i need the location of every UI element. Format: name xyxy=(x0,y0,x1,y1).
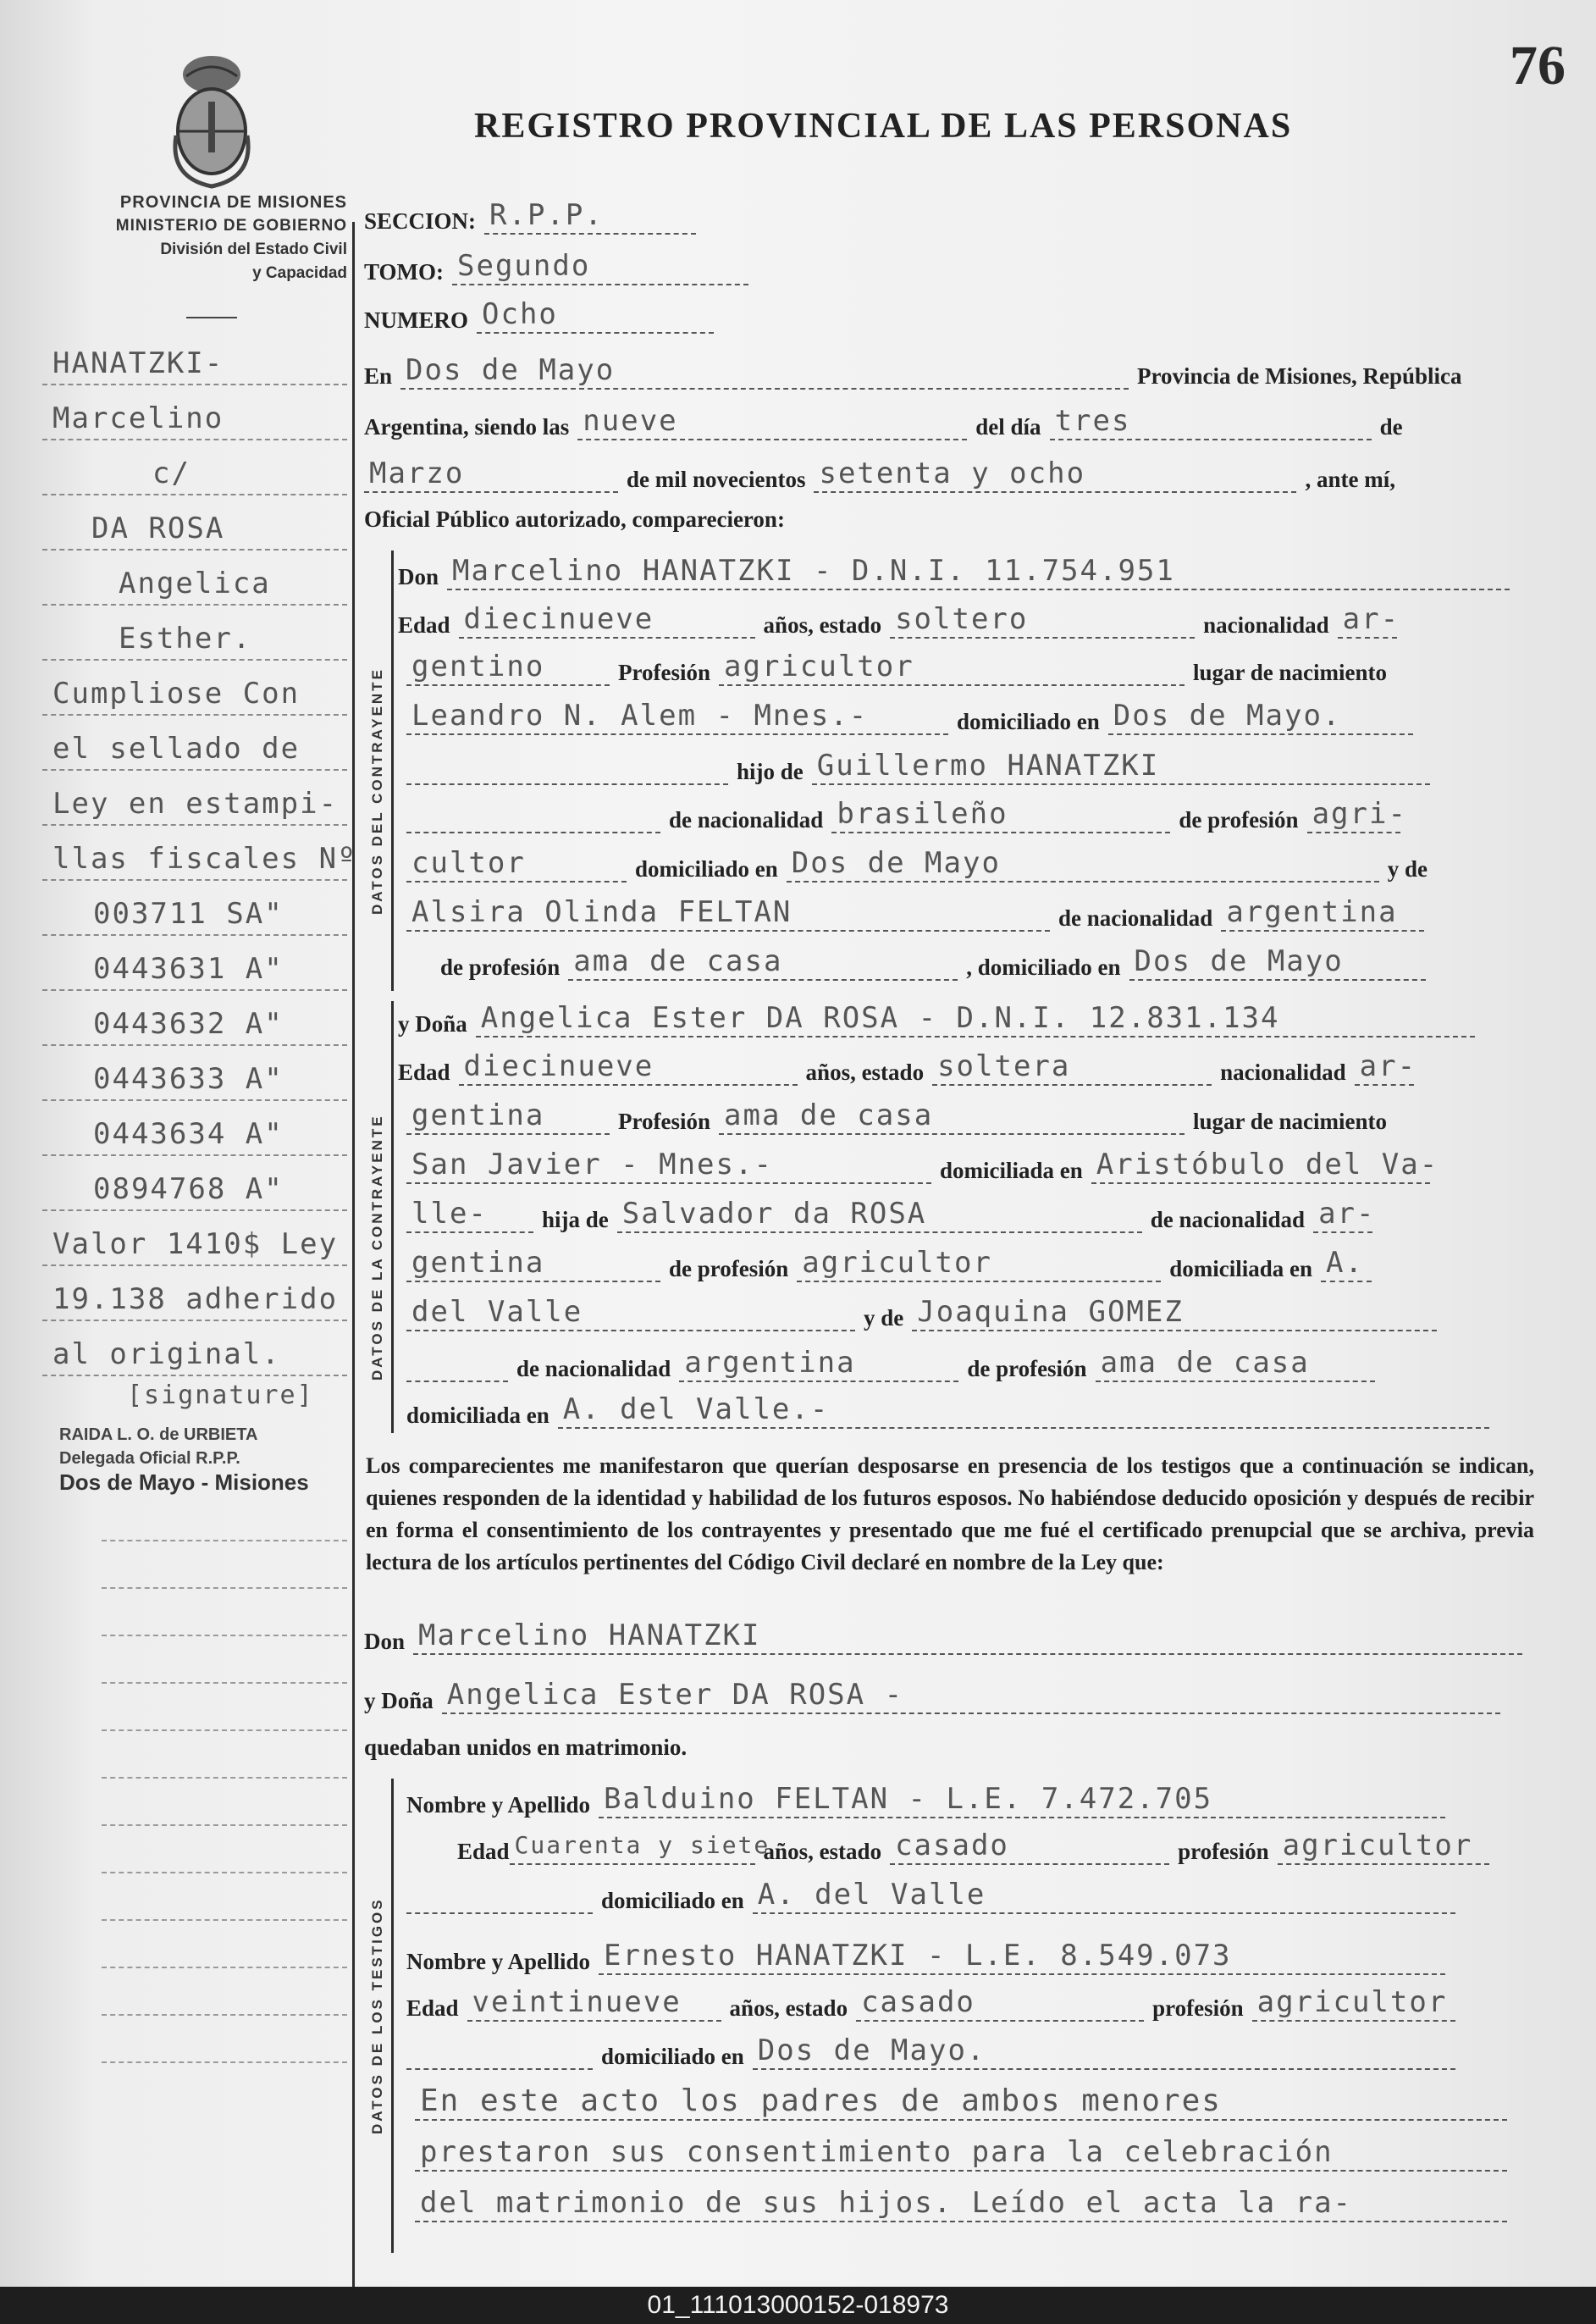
margin-line: Esther. xyxy=(42,610,347,661)
margin-line: Marcelino xyxy=(42,390,347,440)
margin-line: DA ROSA xyxy=(42,500,347,551)
margin-line: HANATZKI- xyxy=(42,335,347,385)
c2-dom2-field: lle- xyxy=(406,1198,533,1233)
hora-row xyxy=(364,405,1403,440)
stamp-place: Dos de Mayo - Misiones xyxy=(59,1469,309,1495)
margin-empty-line xyxy=(102,1636,347,1684)
quedaban-row xyxy=(364,1735,687,1761)
t2-edad-row xyxy=(406,1986,1464,2022)
testigos-bracket xyxy=(391,1779,394,2253)
de-profesion-label-2: de profesión xyxy=(669,1256,789,1281)
margin-line: 0443634 A" xyxy=(42,1105,347,1156)
en-field: Dos de Mayo xyxy=(400,354,1129,390)
seccion-row xyxy=(364,199,704,235)
decl-dona-field: Angelica Ester DA ROSA - xyxy=(442,1679,1500,1714)
madre-domiciliada-label: domiciliada en xyxy=(406,1403,549,1428)
margin-divider xyxy=(352,222,355,2287)
c1-lugar-field: Leandro N. Alem - Mnes.- xyxy=(406,700,948,735)
c2-padre-field: Salvador da ROSA xyxy=(617,1198,1142,1233)
org-rule xyxy=(186,317,237,318)
margin-empty-line xyxy=(102,1779,347,1826)
note-line-1: En este acto los padres de ambos menores xyxy=(415,2085,1507,2121)
c1-padre-nac-field: brasileño xyxy=(831,798,1170,833)
t2-dom-field: Dos de Mayo. xyxy=(753,2034,1455,2070)
margin-line: 0894768 A" xyxy=(42,1160,347,1211)
don-label: Don xyxy=(398,564,439,589)
c2-madre-nac-row xyxy=(406,1347,1383,1382)
c2-madre-nac-field: argentina xyxy=(679,1347,958,1382)
c1-nac2-field: gentino xyxy=(406,650,610,686)
c2-padre-dom2-field: del Valle xyxy=(406,1296,855,1331)
tomo-row xyxy=(364,250,757,285)
t1-dom-row xyxy=(406,1879,1464,1914)
oficial-text: Oficial Público autorizado, comparecieron: xyxy=(364,506,785,532)
c2-prof-field: ama de casa xyxy=(719,1099,1185,1135)
org-ministry: MINISTERIO DE GOBIERNO xyxy=(115,217,347,235)
margin-empty-line xyxy=(102,1541,347,1589)
c1-lugar-row xyxy=(406,700,1422,735)
decl-don-row xyxy=(364,1619,1531,1655)
note-row-3 xyxy=(415,2187,1516,2222)
decl-don-field: Marcelino HANATZKI xyxy=(413,1619,1522,1655)
de-nacionalidad-label: de nacionalidad xyxy=(669,807,824,833)
c1-blank-field xyxy=(406,751,728,785)
anio-field: setenta y ocho xyxy=(814,457,1296,493)
numero-row xyxy=(364,298,722,334)
margin-empty-line xyxy=(102,1968,347,2016)
c1-madre-prof-row xyxy=(440,945,1434,981)
t1-blank-field xyxy=(406,1880,593,1914)
t2-estado-label: años, estado xyxy=(729,1995,848,2021)
numero-label: NUMERO xyxy=(364,307,468,333)
decl-dona-row xyxy=(364,1679,1509,1714)
seccion-field: R.P.P. xyxy=(484,199,696,235)
c2-lugar-row xyxy=(406,1148,1439,1184)
dona-label: y Doña xyxy=(398,1011,467,1037)
padre-domicilio-label: domiciliado en xyxy=(635,856,778,882)
stamp-role: Delegada Oficial R.P.P. xyxy=(59,1449,240,1468)
margin-line: Valor 1410$ Ley xyxy=(42,1215,347,1266)
document-title: REGISTRO PROVINCIAL DE LAS PERSONAS xyxy=(474,107,1293,146)
lugar-label-2: lugar de nacimiento xyxy=(1193,1109,1387,1134)
estado-label-2: años, estado xyxy=(805,1060,925,1085)
margin-line: c/ xyxy=(42,445,347,495)
edad-label-2: Edad xyxy=(398,1060,450,1085)
org-division: División del Estado Civil xyxy=(160,241,347,258)
c2-name-field: Angelica Ester DA ROSA - D.N.I. 12.831.134 xyxy=(476,1002,1475,1038)
c1-padre-nac-row xyxy=(406,798,1409,833)
margin-empty-line xyxy=(102,1826,347,1873)
hija-label: hija de xyxy=(542,1207,609,1232)
t1-edad-field: Cuarenta y siete xyxy=(510,1829,755,1865)
c2-edad-row xyxy=(398,1050,1422,1086)
de-profesion-label: de profesión xyxy=(1179,807,1299,833)
decl-dona-label: y Doña xyxy=(364,1688,434,1713)
margin-empty-line xyxy=(102,1589,347,1636)
margin-empty-line xyxy=(102,1494,347,1541)
seccion-label: SECCION: xyxy=(364,208,477,234)
t1-dom-label: domiciliado en xyxy=(601,1888,744,1913)
lugar-label: lugar de nacimiento xyxy=(1193,660,1387,685)
c2-madre-dom-row xyxy=(406,1393,1498,1429)
c1-nac-field: ar- xyxy=(1338,603,1397,639)
dia-field: tres xyxy=(1050,405,1372,440)
organization-block xyxy=(34,191,347,285)
c1-edad-row xyxy=(398,603,1405,639)
margin-empty-line xyxy=(102,1731,347,1779)
c1-estado-field: soltero xyxy=(890,603,1195,639)
c2-hija-row xyxy=(406,1198,1381,1233)
domicilio-label-2: domiciliada en xyxy=(940,1158,1083,1183)
t2-edad-field: veintinueve xyxy=(467,1986,721,2022)
numero-field: Ocho xyxy=(477,298,714,334)
stamp-name: RAIDA L. O. de URBIETA xyxy=(59,1425,258,1444)
c2-padre-prof-field: agricultor xyxy=(797,1247,1161,1282)
t1-estado-field: casado xyxy=(890,1829,1169,1865)
margin-line: 19.138 adherido xyxy=(42,1270,347,1321)
margin-line: 0443633 A" xyxy=(42,1050,347,1101)
margin-line: Ley en estampi- xyxy=(42,775,347,826)
de-label: de xyxy=(1379,414,1403,440)
c2-estado-field: soltera xyxy=(932,1050,1212,1086)
c2-padre-prof-row xyxy=(406,1247,1380,1282)
margin-empty-line xyxy=(102,1873,347,1921)
c2-nac-field: ar- xyxy=(1355,1050,1414,1086)
margin-line: al original. xyxy=(42,1325,347,1376)
c2-name-row xyxy=(398,1002,1483,1038)
c2-madre-prof-field: ama de casa xyxy=(1096,1347,1375,1382)
margin-empty-line xyxy=(102,2016,347,2063)
c2-padre-nac2-field: gentina xyxy=(406,1247,660,1282)
c2-edad-field: diecinueve xyxy=(459,1050,798,1086)
padre-domiciliada-label: domiciliada en xyxy=(1169,1256,1313,1281)
contrayente2-side-label: DATOS DE LA CONTRAYENTE xyxy=(369,1114,385,1381)
c1-prof-field: agricultor xyxy=(719,650,1185,686)
c1-padre-prof2-field: cultor xyxy=(406,847,627,883)
domicilio-label: domiciliado en xyxy=(957,709,1100,734)
org-province: PROVINCIA DE MISIONES xyxy=(119,193,347,212)
c2-madre-row xyxy=(406,1296,1445,1331)
c1-prof-row xyxy=(406,650,1387,686)
tomo-field: Segundo xyxy=(452,250,748,285)
c1-name-field: Marcelino HANATZKI - D.N.I. 11.754.951 xyxy=(447,555,1510,590)
testigos-side-label: DATOS DE LOS TESTIGOS xyxy=(369,1897,385,2134)
c2-nac2-field: gentina xyxy=(406,1099,610,1135)
nombre-label: Nombre y Apellido xyxy=(406,1792,591,1818)
madre-profesion-label-2: de profesión xyxy=(967,1356,1087,1381)
t2-name-field: Ernesto HANATZKI - L.E. 8.549.073 xyxy=(599,1939,1445,1975)
contrayente-bracket xyxy=(391,551,394,991)
t2-prof-field: agricultor xyxy=(1252,1986,1455,2022)
margin-line: Cumpliose Con xyxy=(42,665,347,716)
margin-line: 003711 SA" xyxy=(42,885,347,936)
c1-madre-field: Alsira Olinda FELTAN xyxy=(406,896,1050,932)
t1-estado-label: años, estado xyxy=(763,1839,882,1864)
t2-blank-field xyxy=(406,2036,593,2070)
c1-madre-row xyxy=(406,896,1433,932)
nacionalidad-label: nacionalidad xyxy=(1203,612,1329,638)
margin-line: el sellado de xyxy=(42,720,347,771)
nacionalidad-label-2: nacionalidad xyxy=(1220,1060,1346,1085)
edad-label: Edad xyxy=(398,612,450,638)
t2-dom-row xyxy=(406,2034,1464,2070)
t2-edad-label: Edad xyxy=(406,1995,459,2021)
madre-nacionalidad-label-2: de nacionalidad xyxy=(516,1356,671,1381)
c2-dom-field: Aristóbulo del Va- xyxy=(1091,1148,1430,1184)
provincia-text: Provincia de Misiones, República xyxy=(1137,363,1462,389)
fecha-row xyxy=(364,457,1395,493)
mes-field: Marzo xyxy=(364,457,618,493)
margin-empty-line xyxy=(102,1684,347,1731)
y-de-label-2: y de xyxy=(864,1305,904,1331)
c1-padre-field: Guillermo HANATZKI xyxy=(812,750,1430,785)
note-line-2: prestaron sus consentimiento para la celebración xyxy=(415,2136,1507,2172)
ante-text: , ante mí, xyxy=(1305,467,1395,492)
file-id-footer: 01_111013000152-018973 xyxy=(0,2287,1596,2324)
c1-madre-dom-field: Dos de Mayo xyxy=(1129,945,1426,981)
t1-dom-field: A. del Valle xyxy=(753,1879,1455,1914)
t1-name-field: Balduino FELTAN - L.E. 7.472.705 xyxy=(599,1783,1445,1818)
margin-signature: [signature] xyxy=(127,1381,314,1410)
c1-padre-dom-row xyxy=(406,847,1428,883)
dia-label: del día xyxy=(975,414,1041,440)
t2-estado-field: casado xyxy=(856,1986,1144,2022)
c1-name-row xyxy=(398,555,1518,590)
decl-don-label: Don xyxy=(364,1629,406,1654)
contrayente2-bracket xyxy=(391,1001,394,1433)
t2-name-row xyxy=(406,1939,1454,1975)
madre-profesion-label: de profesión xyxy=(440,955,561,980)
quedaban-text: quedaban unidos en matrimonio. xyxy=(364,1735,688,1760)
margin-notes xyxy=(42,335,357,2063)
hora-field: nueve xyxy=(577,405,967,440)
coat-of-arms-icon xyxy=(161,51,262,195)
c1-padre-prof-field: agri- xyxy=(1307,798,1400,833)
de-nacionalidad-label-2: de nacionalidad xyxy=(1150,1207,1306,1232)
madre-domicilio-label: , domiciliado en xyxy=(966,955,1121,980)
t2-profesion-label: profesión xyxy=(1152,1995,1244,2021)
org-capacity: y Capacidad xyxy=(252,264,347,282)
c2-prof-row xyxy=(406,1099,1387,1135)
note-line-3: del matrimonio de sus hijos. Leído el acta la ra- xyxy=(415,2187,1507,2222)
note-row-1 xyxy=(415,2085,1516,2121)
c2-madre-field: Joaquina GOMEZ xyxy=(912,1296,1437,1331)
note-row-2 xyxy=(415,2136,1516,2172)
margin-line: 0443631 A" xyxy=(42,940,347,991)
c2-blank-field xyxy=(406,1348,508,1382)
estado-label: años, estado xyxy=(763,612,882,638)
c2-madre-dom-field: A. del Valle.- xyxy=(558,1393,1489,1429)
t2-dom-label: domiciliado en xyxy=(601,2044,744,2069)
t1-profesion-label: profesión xyxy=(1178,1839,1269,1864)
c2-padre-nac-field: ar- xyxy=(1313,1198,1372,1233)
c1-hijo-row xyxy=(406,750,1439,785)
hijo-label: hijo de xyxy=(737,759,804,784)
c1-edad-field: diecinueve xyxy=(459,603,755,639)
oficial-row xyxy=(364,506,785,533)
tomo-label: TOMO: xyxy=(364,259,444,285)
c2-lugar-field: San Javier - Mnes.- xyxy=(406,1148,931,1184)
c1-madre-nac-field: argentina xyxy=(1221,896,1424,932)
madre-nacionalidad-label: de nacionalidad xyxy=(1058,905,1213,931)
margin-line: Angelica xyxy=(42,555,347,606)
y-de-label: y de xyxy=(1387,856,1428,882)
t1-name-row xyxy=(406,1783,1454,1818)
en-label: En xyxy=(364,363,393,389)
contrayente-side-label: DATOS DEL CONTRAYENTE xyxy=(369,667,385,915)
t1-edad-label: Edad xyxy=(457,1839,510,1864)
profesion-label-2: Profesión xyxy=(618,1109,710,1134)
c1-dom-field: Dos de Mayo. xyxy=(1108,700,1413,735)
margin-line: 0443632 A" xyxy=(42,995,347,1046)
c1-madre-prof-field: ama de casa xyxy=(568,945,958,981)
mil-text: de mil novecientos xyxy=(627,467,806,492)
margin-empty-line xyxy=(102,1921,347,1968)
page-number: 76 xyxy=(1510,35,1566,97)
c1-blank-field-2 xyxy=(406,800,660,833)
argentina-text: Argentina, siendo las xyxy=(364,414,570,440)
declaration-paragraph: Los comparecientes me manifestaron que querían desposarse en presencia de los testigos que a continuación se indican, quienes responden de la identidad y habilidad de los futuros esposos. No habiéndose deducido oposición y después de recibir en forma el consentimiento de los contrayentes y presentado que me fué el certificado prenupcial que se archiva, previa lectura de los artículos pertinentes del Código Civil declaré en nombre de la Ley que: xyxy=(366,1453,1534,1574)
margin-line: llas fiscales Nº xyxy=(42,830,347,881)
t1-edad-row xyxy=(457,1829,1498,1865)
c2-padre-dom-field: A. xyxy=(1321,1247,1372,1282)
t1-prof-field: agricultor xyxy=(1278,1829,1489,1865)
c1-padre-dom-field: Dos de Mayo xyxy=(787,847,1379,883)
profesion-label: Profesión xyxy=(618,660,710,685)
nombre-label-2: Nombre y Apellido xyxy=(406,1949,591,1974)
en-row xyxy=(364,354,1462,390)
